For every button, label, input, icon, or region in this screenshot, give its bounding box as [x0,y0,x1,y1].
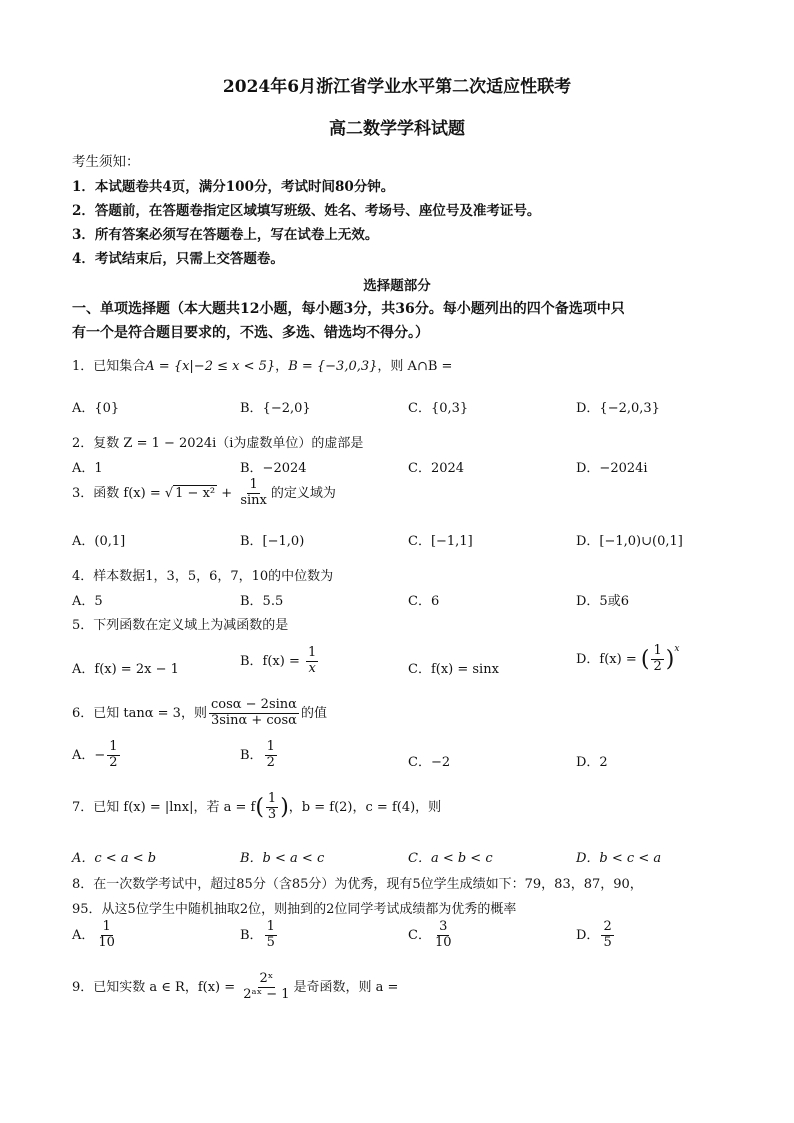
q9-num: 2ˣ [259,971,274,986]
q2-option-b: B．−2024 [240,461,307,476]
q4-option-c: C．6 [408,594,440,609]
right-paren: ) [280,794,289,820]
q6-a-fraction [107,740,119,771]
left-paren: ( [255,794,264,820]
question-5-stem: 5．下列函数在定义域上为减函数的是 [72,618,289,633]
q6-b-fraction [265,740,277,771]
question-6-stem [72,698,327,729]
q8-a-num: 1 [102,919,111,934]
question-1-stem [72,355,452,374]
q6-a-prefix: A．− [72,747,106,763]
q5-option-c: C．f(x) = sinx [408,662,499,677]
question-7-stem [72,792,441,823]
q8-d-prefix: D． [576,927,600,943]
q5-d-num: 1 [653,643,662,658]
q3-option-b: B．[−1,0) [240,534,305,549]
q3-option-a: A．(0,1] [72,534,126,549]
part-instructions-line2: 有一个是符合题目要求的，不选、多选、错选均不得分。） [72,325,429,341]
q6-b-den: 2 [266,754,275,770]
q6-den: 3sinα + cosα [210,712,297,728]
q5-b-den: x [308,660,316,676]
q5-d-fraction [651,644,663,675]
question-2-stem: 2．复数 Z = 1 − 2024i（i为虚数单位）的虚部是 [72,436,364,451]
q6-fraction [209,698,299,729]
q8-c-num: 3 [439,919,448,934]
q8-d-den: 5 [603,934,612,950]
q6-suffix: 的值 [300,705,327,721]
q5-d-prefix: D．f(x) = [576,651,641,667]
q5-b-prefix: B．f(x) = [240,653,304,669]
q8-d-fraction [601,920,613,951]
q3-den: sinx [240,492,267,508]
q1-prefix: 1．已知集合 [72,359,146,374]
q3-option-c: C．[−1,1] [408,534,473,549]
q8-b-prefix: B． [240,927,263,943]
q8-b-num: 1 [266,919,275,934]
q8-c-fraction [433,920,454,951]
part-instructions-line1: 一、单项选择题（本大题共12小题，每小题3分，共36分。每小题列出的四个备选项中只 [72,301,625,317]
question-9-stem [72,972,398,1003]
q8-c-den: 10 [434,934,452,950]
q6-b-prefix: B． [240,747,263,763]
notice-item-2: 2．答题前，在答题卷指定区域填写班级、姓名、考场号、座位号及准考证号。 [72,203,541,219]
q3-prefix: 3．函数 f(x) = [72,485,165,501]
q5-b-num: 1 [308,645,317,660]
q6-a-num: 1 [109,739,118,754]
q6-a-den: 2 [109,754,118,770]
q2-option-d: D．−2024i [576,461,648,476]
q8-option-d [576,920,616,951]
q5-d-exponent: x [674,644,680,654]
notice-heading: 考生须知： [72,154,140,170]
q8-option-a [72,920,119,951]
q1-option-d: D．{−2,0,3} [576,401,660,416]
q5-option-b [240,646,320,677]
q5-option-d [576,644,679,675]
q8-b-fraction [265,920,277,951]
q1-set-a: A = {x|−2 ≤ x < 5} [145,359,276,374]
q1-option-c: C．{0,3} [408,401,469,416]
q5-d-den: 2 [653,658,662,674]
q9-suffix: 是奇函数，则 a = [293,979,399,995]
q2-option-c: C．2024 [408,461,465,476]
q3-option-d: D．[−1,0)∪(0,1] [576,534,683,549]
q1-mid: ， [275,359,289,374]
notice-item-4: 4．考试结束后，只需上交答题卷。 [72,251,284,267]
q8-a-den: 10 [98,934,115,950]
q7-option-b: B．b < a < c [240,851,325,866]
q1-set-b: B = {−3,0,3} [288,359,378,374]
q4-option-d: D．5或6 [576,594,629,609]
q7-option-c: C．a < b < c [408,851,493,866]
q3-radicand: 1 − x² [175,485,216,501]
notice-item-3: 3．所有答案必须写在答题卷上，写在试卷上无效。 [72,227,379,243]
question-3-stem [72,478,336,509]
q7-option-a: A．c < a < b [72,851,157,866]
q8-option-b [240,920,279,951]
q2-option-a: A．1 [72,461,103,476]
q7-option-d: D．b < c < a [576,851,662,866]
q7-suffix: ，b = f(2)，c = f(4)，则 [288,799,442,815]
question-8-stem-line2: 95．从这5位学生中随机抽取2位，则抽到的2位同学考试成绩都为优秀的概率 [72,902,517,917]
q6-option-b [240,740,279,771]
q1-option-b: B．{−2,0} [240,401,311,416]
q3-plus: + [217,485,237,501]
q7-prefix: 7．已知 f(x) = |lnx|，若 a = f [72,799,256,815]
sqrt-symbol: √ [164,485,174,501]
q7-num: 1 [267,791,277,806]
q1-option-a: A．{0} [72,401,120,416]
q8-c-prefix: C． [408,927,431,943]
q3-num: 1 [249,477,258,492]
q8-a-fraction [96,920,117,951]
q6-prefix: 6．已知 tanα = 3，则 [72,705,207,721]
q5-option-a: A．f(x) = 2x − 1 [72,662,179,677]
q4-option-b: B．5.5 [240,594,284,609]
question-4-stem: 4．样本数据1，3，5，6，7，10的中位数为 [72,569,334,584]
q8-option-c [408,920,456,951]
q8-d-num: 2 [603,919,612,934]
q5-b-fraction [306,646,318,677]
q9-fraction [241,972,291,1003]
q9-prefix: 9．已知实数 a ∈ R，f(x) = [72,979,240,995]
q6-option-a [72,740,122,771]
exam-title: 2024年6月浙江省学业水平第二次适应性联考 [222,77,572,97]
q7-fraction [266,792,278,823]
q7-den: 3 [267,806,277,822]
q6-num: cosα − 2sinα [210,697,297,712]
question-8-stem-line1: 8．在一次数学考试中，超过85分（含85分）为优秀，现有5位学生成绩如下：79，83，87，90， [72,877,643,892]
q4-option-a: A．5 [72,594,103,609]
q8-b-den: 5 [266,934,275,950]
notice-item-1: 1．本试题卷共4页，满分100分，考试时间80分钟。 [72,179,395,195]
q3-suffix: 的定义域为 [270,485,336,501]
q3-fraction [238,478,269,509]
q1-suffix: ，则 A∩B = [377,359,453,374]
section-label: 选择题部分 [363,278,431,294]
q9-den: 2ᵃˣ − 1 [243,986,290,1002]
q8-a-prefix: A． [72,927,95,943]
exam-subtitle: 高二数学学科试题 [329,119,465,139]
right-paren: ) [665,646,675,672]
q6-option-d: D．2 [576,755,608,770]
left-paren: ( [640,646,650,672]
q6-option-c: C．−2 [408,755,451,770]
q6-b-num: 1 [266,739,275,754]
